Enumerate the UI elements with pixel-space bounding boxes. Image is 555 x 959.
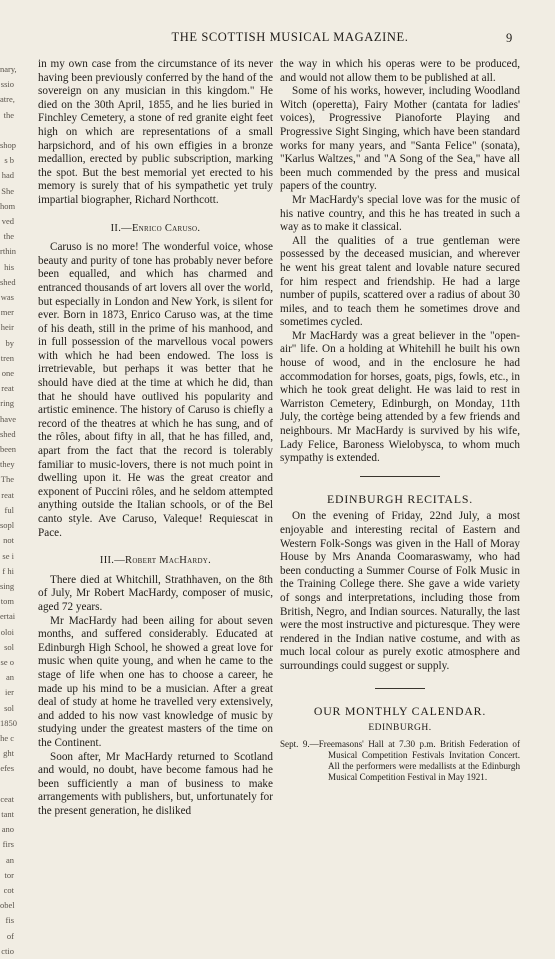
paragraph-operas: the way in which his operas were to be produced, and would not allow them to be published at all. (280, 58, 520, 84)
paragraph-machardy-death: There died at Whitchill, Strathhaven, on the 8th of July, Mr Robert MacHardy, composer of music, aged 72 years. (38, 573, 273, 613)
facing-page-fragment (0, 777, 14, 792)
left-column (38, 58, 273, 818)
calendar-entry-text: Sept. 9.—Freemasons' Hall at 7.30 p.m. British Federation of Musical Competition Festivals Invitation Concert. All the performers were medallists at the Edinburgh Musical Competition Festival in May 1921. (280, 738, 520, 783)
facing-page-fragment: sol (4, 702, 14, 713)
facing-page-fragment: efes (0, 763, 14, 774)
paragraph-native-music: Mr MacHardy's special love was for the music of his native country, and this he has treated in such a way as to make it classical. (280, 193, 520, 234)
recitals-heading: EDINBURGH RECITALS. (327, 491, 473, 506)
facing-page-fragment: tom (0, 596, 14, 607)
facing-page-fragment: ctio (1, 945, 14, 956)
divider-rule-short (375, 688, 425, 689)
paragraph-machardy-return: Soon after, Mr MacHardy returned to Scotland and would, no doubt, have become famous had he been sufficiently a man of business to make arrangements with publishers, but, unfortunately for the present generation, he disliked (38, 750, 273, 817)
facing-page-fragment: s b (4, 155, 14, 166)
facing-page-fragment: tant (1, 808, 14, 819)
calendar-city: EDINBURGH. (368, 723, 432, 734)
running-header: THE SCOTTISH MUSICAL MAGAZINE. (171, 30, 409, 44)
facing-page-fragment (0, 123, 14, 138)
paragraph-works: Some of his works, however, including Woodland Witch (operetta), Fairy Mother (cantata for ladies' voices), Progressive Pianoforte Playing and Progressive Sight Singing, which have been standard works for many years, and "Santa Felice" (sonata), "Karlus Waltzes," and "A Song of the Sea," have all been much commended by the press and musical papers of the country. (280, 85, 520, 193)
facing-page-fragment: obel (0, 900, 15, 911)
facing-page-fragment: cot (3, 884, 14, 895)
facing-page-fragment: rthin (0, 246, 17, 257)
paragraph-recitals: On the evening of Friday, 22nd July, a most enjoyable and interesting recital of Eastern and Western Folk-Songs was given in the Hall of Moray House by Mrs Ananda Coomaraswamy, who had been conducting a Summer Course of Folk Music in the Training College there. She gave a wide variety of songs and interpretations, including those from British, Negro, and Indian sources. Naturally, the last were the most instructive and picturesque. They were rendered in the Indian native costume, and with as much local colour as purely exotic atmosphere and surroundings could suggest or supply. (280, 510, 520, 672)
facing-page-fragment: ssio (0, 79, 14, 90)
facing-page-fragment: was (0, 292, 14, 303)
facing-page-fragment: of (6, 930, 14, 941)
facing-page-fragment: tren (0, 352, 14, 363)
facing-page-fragment: reat (1, 383, 14, 394)
facing-page-fragment: shed (0, 276, 16, 287)
facing-page-fragment: an (5, 854, 14, 865)
facing-page-fragment: had (1, 170, 14, 181)
facing-page-fragment: 1850 (0, 717, 17, 728)
facing-page-fragment: She (1, 185, 14, 196)
page-number: 9 (506, 31, 513, 45)
facing-page-fragment: hom (0, 200, 16, 211)
facing-page-fragment: have (0, 413, 17, 424)
facing-page-fragment: se o (0, 656, 14, 667)
facing-page-fragment: they (0, 459, 15, 470)
facing-page-fragment: mer (0, 307, 14, 318)
facing-page-fragment: the (3, 109, 14, 120)
facing-page-fragment: f hi (2, 565, 14, 576)
facing-page-fragment: not (3, 535, 14, 546)
facing-page-fragment: ved (1, 216, 14, 227)
facing-page-fragment: ceat (0, 793, 14, 804)
calendar-entry (280, 739, 520, 784)
facing-page-fragment: sing (0, 580, 15, 591)
section-heading-caruso: II.—Enrico Caruso. (110, 222, 201, 234)
facing-page-fragment: shed (0, 428, 16, 439)
right-column (280, 58, 520, 784)
facing-page-fragment: by (5, 337, 14, 348)
paragraph-blow-ending: in my own case from the circumstance of its never having been previously conferred by the hand of the sovereign on any musician in this kingdom." He died on the 30th April, 1855, and he lies buried in Finchley Cemetery, a stone of red granite eight feet high on which are representations of a small harpsichord, and of his own effigies in a bronze medallion, erected by public subscription, marking the spot. But the best memorial yet erected to his memory is surely that of his sympathetic yet truly impartial biographer, Richard Northcott. (38, 58, 273, 206)
paragraph-open-air: Mr MacHardy was a great believer in the "open-air" life. On a holding at Whitehill he built his own house of wood, and in the enclosure he had accommodation for horses, goats, pigs, fowls, etc., in which he took great delight. He was laid to rest in Warriston Cemetery, Edinburgh, on Monday, 11th July, the cortège being attended by a few friends and neighbours. Mr MacHardy is survived by his wife, Lady Felice, Baroness Wielobysca, to whom much sympathy is extended. (280, 329, 520, 465)
facing-page-fragment: ful (4, 504, 14, 515)
facing-page-fragment: sopl (0, 520, 15, 531)
facing-page-fragment: shop (0, 140, 17, 151)
facing-page-fragment: ring (0, 398, 14, 409)
facing-page-fragment: firs (2, 839, 14, 850)
facing-page-fragment: ertai (0, 611, 16, 622)
facing-page-fragment: been (0, 444, 17, 455)
facing-page-fragment: one (1, 368, 14, 379)
facing-page-fragment: ano (1, 824, 14, 835)
facing-page-fragment: oloi (0, 626, 14, 637)
facing-page-fragment: reat (1, 489, 14, 500)
facing-page-fragment: tor (4, 869, 14, 880)
facing-page-fragment: se i (2, 550, 14, 561)
facing-page-fragment: the (3, 231, 14, 242)
facing-page-fragment: ght (3, 748, 14, 759)
facing-page-fragment: ier (5, 687, 14, 698)
facing-page-fragment: heir (0, 322, 14, 333)
facing-page-fragment: nary, (0, 64, 17, 74)
section-heading-machardy: III.—Robert MacHardy. (99, 555, 212, 567)
facing-page-fragment: his (4, 261, 14, 272)
divider-rule (360, 476, 440, 477)
paragraph-gentleman: All the qualities of a true gentleman were possessed by the deceased musician, and wherever he went his great talent and lovable nature secured for him respect and friendship. He had a large number of pupils, scattered over a radius of about 30 miles, and to teach them he sometimes drove and sometimes cycled. (280, 234, 520, 329)
facing-page-fragment: an (5, 672, 14, 683)
paragraph-machardy-early: Mr MacHardy had been ailing for about seven months, and suffered considerably. Educated at Edinburgh High School, he showed a great love for music when quite young, and when he came to the stage of life when one has to choose a career, he made up his mind to be a musician. After a great deal of study at home he travelled very extensively, and added to his now vast knowledge of music by studying under the greatest masters of the time on the Continent. (38, 614, 273, 749)
facing-page-fragment: The (0, 474, 14, 485)
facing-page-fragment: atre, (0, 94, 15, 105)
facing-page-fragment: he c (0, 732, 14, 743)
calendar-heading: OUR MONTHLY CALENDAR. (313, 703, 487, 718)
facing-page-fragment: sol (4, 641, 14, 652)
paragraph-caruso: Caruso is no more! The wonderful voice, whose beauty and purity of tone has probably never before been equalled, and which has charmed and entranced thousands of art lovers all over the world, but especially in London and New York, is silent for ever. Born in 1873, Enrico Caruso was, at the time of his death, still in the prime of his manhood, and in full possession of the marvellous vocal powers with which he had been endowed. The loss is irretrievable, but perhaps it was better that he should have died at the time at which he did, than that he should have outlived his popularity and artistic eminence. The history of Caruso is chiefly a record of the theatres at which he has sung, and of the rôles, about fifty in all, that he has filled, and, apart from the fact that the record is tolerably familiar to music-lovers, there is not much point in dwelling upon it. He was the great creator and exponent of Puccini rôles, and he seldom attempted anything outside the Italian schools, or of the Bel canto style. Ave Caruso, Valeque! Requiescat in Pace. (38, 241, 273, 539)
facing-page-fragment: fis (5, 915, 14, 926)
facing-page-fragments (0, 62, 17, 956)
